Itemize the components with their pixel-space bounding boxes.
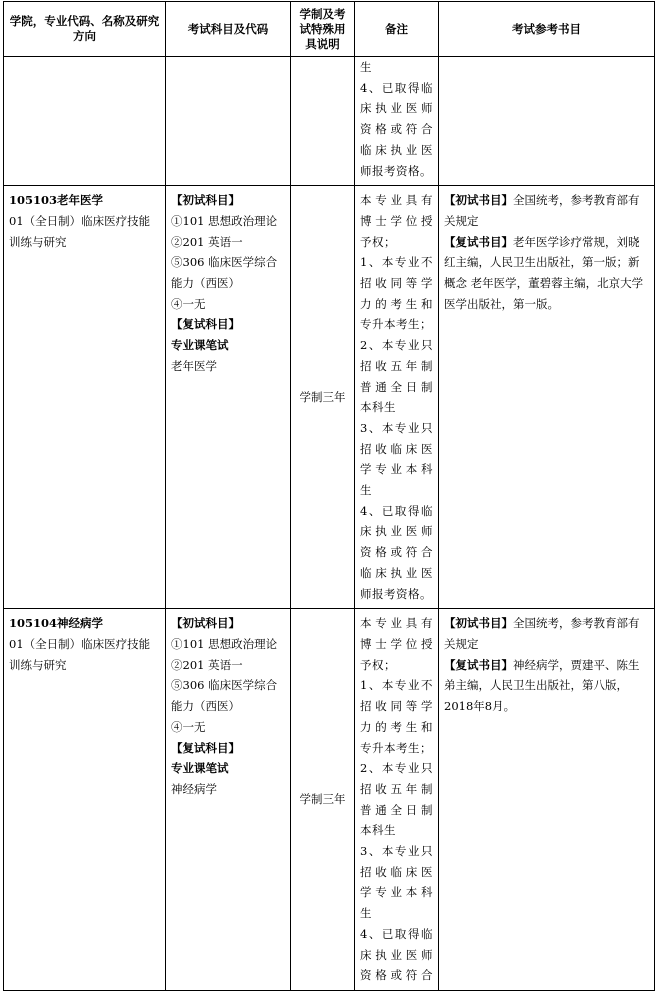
note-line: 本科生 [360, 823, 396, 838]
ref-retest-text: 老年医学诊疗常规，刘晓红主编，人民卫生出版社，第一版；新概念 老年医学，董碧蓉主编，北京大学医学出版社，第一版。 [444, 234, 644, 311]
note-line: 专升本考生； [360, 317, 432, 332]
cell-duration: 学制三年 [291, 609, 355, 991]
ref-retest [444, 232, 649, 315]
cell-major [4, 609, 166, 991]
note-line: 力的考生和 [360, 719, 433, 734]
major-name: 105104神经病学 [9, 616, 104, 631]
retest-subject: 神经病学 [171, 781, 217, 796]
admissions-table [3, 1, 655, 991]
note-line: 招收同等学 [360, 699, 433, 714]
cell-notes [355, 57, 439, 186]
header-major: 学院，专业代码、名称及研究方向 [4, 2, 166, 57]
note-line: 博士学位授 [360, 636, 433, 651]
cell-duration: 学制三年 [291, 186, 355, 609]
ref-initial [444, 190, 649, 231]
ref-initial [444, 613, 649, 654]
table-row [4, 57, 655, 186]
note-line: 普通全日制 [360, 802, 433, 817]
note-line: 生 [360, 60, 372, 74]
ref-retest-title: 【复试书目】 [444, 657, 513, 672]
research-direction: 01（全日制）临床医疗技能训练与研究 [9, 213, 151, 249]
table-row [4, 609, 655, 991]
header-row [4, 2, 655, 57]
header-notes: 备注 [355, 2, 439, 57]
note-line: 3、本专业只 [360, 420, 433, 435]
subject-item: ⑤306 临床医学综合能力（西医） [171, 255, 278, 291]
note-line: 资格或符合 [360, 122, 433, 137]
note-line: 4、已取得临 [360, 503, 433, 518]
note-line: 师报考资格。 [360, 586, 432, 601]
subject-item: ④一无 [171, 719, 206, 734]
cell-references [439, 57, 655, 186]
note-line: 临床执业医 [360, 565, 433, 580]
note-line: 予权； [360, 657, 396, 672]
ref-retest-title: 【复试书目】 [444, 234, 513, 249]
subject-item: ⑤306 临床医学综合能力（西医） [171, 678, 278, 714]
note-line: 普通全日制 [360, 379, 433, 394]
note-line: 床执业医师 [360, 524, 433, 539]
note-line: 资格或符合 [360, 968, 433, 983]
cell-duration [291, 57, 355, 186]
note-line: 本科生 [360, 400, 396, 415]
note-line: 床执业医师 [360, 947, 433, 962]
note-line: 本专业具有 [360, 193, 433, 208]
note-line: 生 [360, 906, 372, 921]
initial-exam-title: 【初试科目】 [171, 193, 240, 208]
ref-initial-text: 全国统考，参考教育部有关规定 [444, 193, 640, 228]
note-line: 2、本专业只 [360, 761, 433, 776]
note-line: 师报考资格。 [360, 163, 432, 178]
note-line: 招收五年制 [360, 358, 433, 373]
cell-references [439, 609, 655, 991]
header-subjects: 考试科目及代码 [166, 2, 291, 57]
initial-exam-title: 【初试科目】 [171, 616, 240, 631]
note-line: 招收临床医 [360, 441, 433, 456]
note-line: 4、已取得临 [360, 926, 433, 941]
ref-initial-text: 全国统考，参考教育部有关规定 [444, 616, 640, 651]
header-references: 考试参考书目 [439, 2, 655, 57]
retest-type: 专业课笔试 [171, 338, 229, 353]
note-line: 博士学位授 [360, 213, 433, 228]
note-line: 学专业本科 [360, 462, 433, 477]
note-line: 2、本专业只 [360, 338, 433, 353]
note-line: 3、本专业只 [360, 844, 433, 859]
note-line: 学专业本科 [360, 885, 433, 900]
note-line: 招收临床医 [360, 864, 433, 879]
cell-major [4, 57, 166, 186]
note-line: 1、本专业不 [360, 678, 433, 693]
ref-retest-text: 神经病学，贾建平、陈生弟主编，人民卫生出版社，第八版，2018年8月。 [444, 657, 640, 714]
note-line: 床执业医师 [360, 101, 433, 116]
retest-type: 专业课笔试 [171, 761, 229, 776]
subject-item: ①101 思想政治理论 [171, 636, 278, 651]
research-direction: 01（全日制）临床医疗技能训练与研究 [9, 636, 151, 672]
retest-subject: 老年医学 [171, 358, 217, 373]
note-line: 本专业具有 [360, 616, 433, 631]
retest-title: 【复试科目】 [171, 740, 240, 755]
cell-subjects [166, 57, 291, 186]
header-duration: 学制及考试特殊用具说明 [291, 2, 355, 57]
subject-item: ④一无 [171, 296, 206, 311]
major-name: 105103老年医学 [9, 193, 104, 208]
note-line: 临床执业医 [360, 142, 433, 157]
subject-item: ②201 英语一 [171, 234, 243, 249]
note-line: 4、已取得临 [360, 80, 433, 95]
ref-initial-title: 【初试书目】 [444, 616, 513, 631]
note-line: 生 [360, 483, 372, 498]
note-line: 予权； [360, 234, 396, 249]
subject-item: ②201 英语一 [171, 657, 243, 672]
subject-item: ①101 思想政治理论 [171, 213, 278, 228]
note-line: 招收同等学 [360, 276, 433, 291]
ref-initial-title: 【初试书目】 [444, 193, 513, 208]
retest-title: 【复试科目】 [171, 317, 240, 332]
note-line: 招收五年制 [360, 781, 433, 796]
table-row [4, 186, 655, 609]
note-line: 资格或符合 [360, 545, 433, 560]
note-line: 力的考生和 [360, 296, 433, 311]
cell-subjects [166, 186, 291, 609]
ref-retest [444, 655, 649, 717]
cell-subjects [166, 609, 291, 991]
note-line: 专升本考生； [360, 740, 432, 755]
cell-major [4, 186, 166, 609]
cell-notes [355, 186, 439, 609]
cell-references [439, 186, 655, 609]
cell-notes [355, 609, 439, 991]
note-line: 1、本专业不 [360, 255, 433, 270]
